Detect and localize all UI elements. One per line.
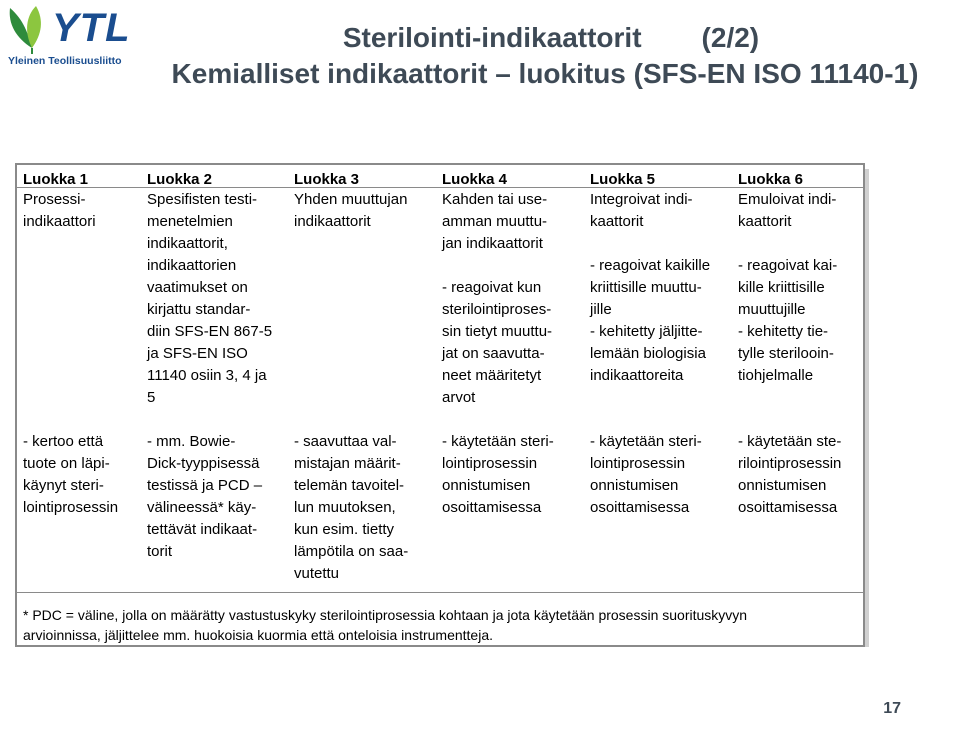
header-class-3: Luokka 3 <box>294 171 360 188</box>
logo-brand-text: YTL <box>52 6 131 50</box>
header-class-4: Luokka 4 <box>442 171 508 188</box>
header-class-6: Luokka 6 <box>738 171 804 188</box>
title-line-2: Kemialliset indikaattorit – luokitus (SFS-EN ISO 11140-1) <box>171 58 919 89</box>
header-divider <box>17 187 863 188</box>
description-class-1: Prosessi- indikaattori <box>23 191 96 230</box>
ytl-logo <box>6 4 130 68</box>
classification-table <box>15 163 865 647</box>
description-class-5: Integroivat indi- kaattorit - reagoivat kaikille kriittisille muuttu- jille - kehitetty jäljitte- lemään biologisia indikaattoreita <box>590 191 711 384</box>
logo-subtitle: Yleinen Teollisuusliitto <box>8 55 122 67</box>
header-class-1: Luokka 1 <box>23 171 89 188</box>
description-class-3: Yhden muuttujan indikaattorit <box>294 191 408 230</box>
header-class-2: Luokka 2 <box>147 171 213 188</box>
usage-class-4: - käytetään steri- lointiprosessin onnistumisen osoittamisessa <box>442 433 554 516</box>
title-part: (2/2) <box>701 22 760 53</box>
usage-class-1: - kertoo että tuote on läpi- käynyt steri- lointiprosessin <box>23 433 119 516</box>
title-line-1 <box>130 20 959 56</box>
usage-class-6: - käytetään ste- rilointiprosessin onnistumisen osoittamisessa <box>738 433 842 516</box>
leaf-logo-icon <box>6 4 54 56</box>
description-class-6: Emuloivat indi- kaattorit - reagoivat kai- kille kriittisille muuttujille - kehitetty tie- tylle sterilooin- tiohjelmalle <box>738 191 838 384</box>
page-number: 17 <box>883 700 901 717</box>
usage-class-3: - saavuttaa val- mistajan määrit- telemän tavoitel- lun muutoksen, kun esim. tietty lämpötila on saa- vutettu <box>294 433 409 582</box>
header-class-5: Luokka 5 <box>590 171 656 188</box>
description-class-4: Kahden tai use- amman muuttu- jan indikaattorit - reagoivat kun sterilointiproses- sin tietyt muuttu- jat on saavutta- neet määritetyt arvot <box>442 191 553 406</box>
slide-title <box>130 20 959 92</box>
usage-class-2: - mm. Bowie- Dick-tyyppisessä testissä ja PCD – välineessä* käy- tettävät indikaat- torit <box>147 433 263 560</box>
footnote-divider <box>17 592 863 593</box>
description-class-2: Spesifisten testi- menetelmien indikaattorit, indikaattorien vaatimukset on kirjattu standar- diin SFS-EN 867-5 ja SFS-EN ISO 11140 osiin 3, 4 ja 5 <box>147 191 273 406</box>
table-footnote: * PDC = väline, jolla on määrätty vastustuskyky sterilointiprosessia kohtaan ja jota käytetään prosessin suorituskyvyn arvioinnissa, jäljittelee mm. huokoisia kuormia että onteloisia instrumentteja. <box>23 607 748 643</box>
usage-class-5: - käytetään steri- lointiprosessin onnistumisen osoittamisessa <box>590 433 702 516</box>
title-main: Sterilointi-indikaattorit <box>342 22 642 53</box>
